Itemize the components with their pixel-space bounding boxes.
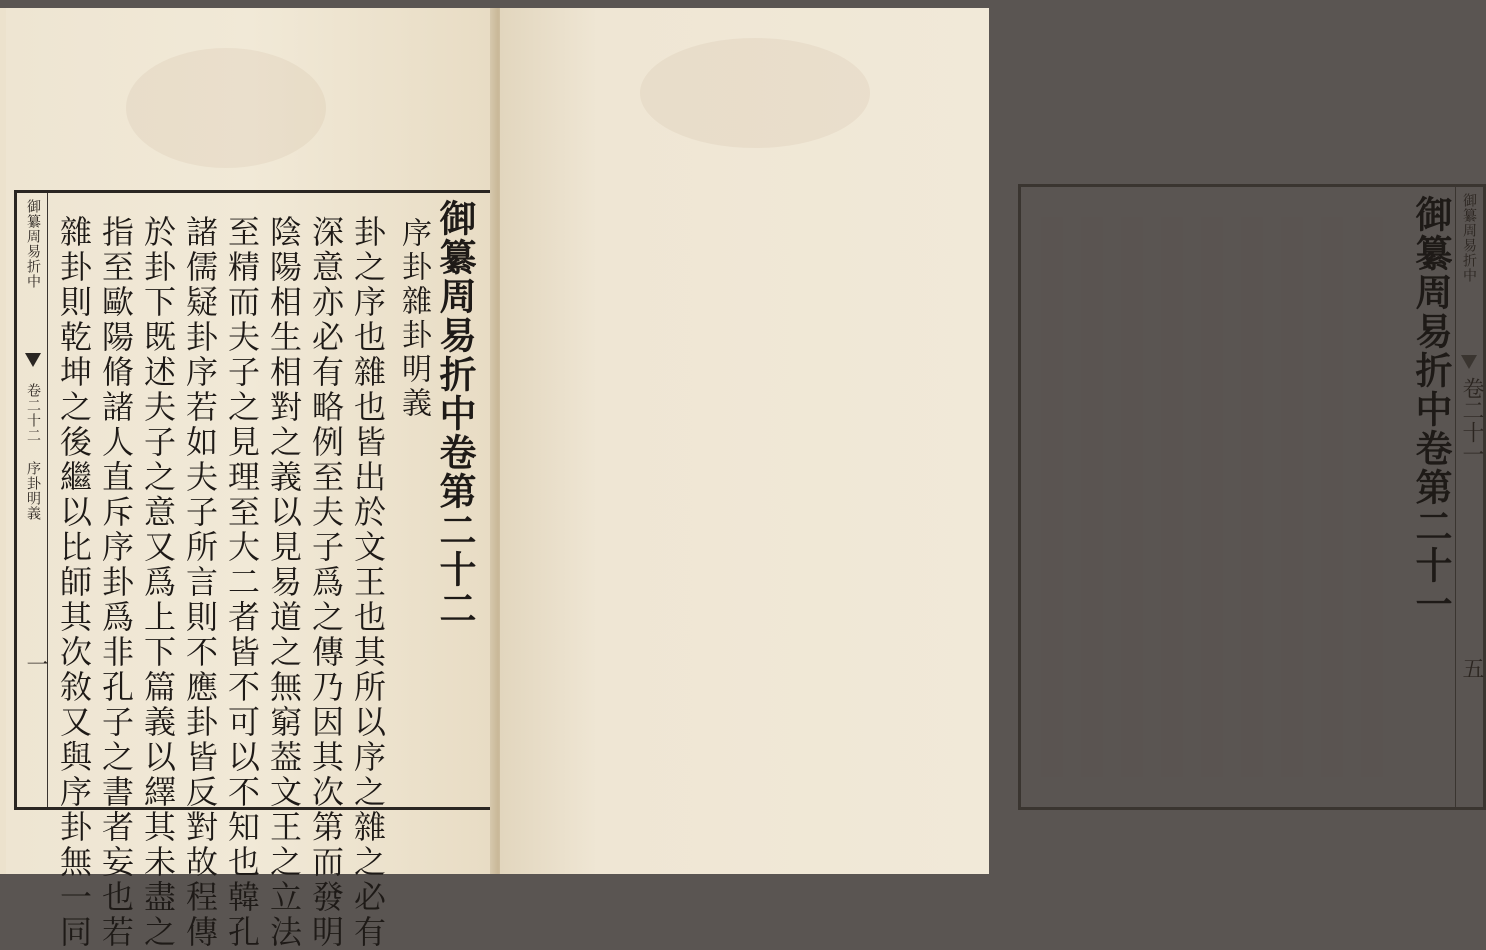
- text-column: 卦之序也雜也皆出於文王也其所以序之雜之必有: [349, 215, 387, 950]
- text-column: 雜卦則乾坤之後繼以比師其次敘又與序卦無一同: [55, 215, 93, 950]
- right-page-title: 御纂周易折中卷第二十一: [1409, 195, 1453, 624]
- text-column: 陰陽相生相對之義以見易道之無窮葢文王之立法: [265, 215, 303, 950]
- margin-rule: [47, 193, 48, 807]
- left-page-title: 御纂周易折中卷第二十二: [433, 199, 477, 628]
- right-margin-book-title: 御纂周易折中: [1461, 193, 1477, 283]
- text-column: 於卦下既述夫子之意又爲上下篇義以繹其未盡之: [139, 215, 177, 950]
- right-margin-volume: 卷二十一: [1459, 377, 1484, 465]
- left-text-frame: [14, 190, 496, 950]
- left-margin-volume: 卷二十二: [25, 383, 41, 443]
- bleed-through-texture: [1041, 217, 1401, 777]
- paper-stain: [126, 48, 326, 168]
- fishtail-mark-icon: [1461, 355, 1477, 369]
- text-column: 深意亦必有略例至夫子爲之傳乃因其次第而發明: [307, 215, 345, 950]
- right-text-frame: [1018, 184, 1486, 810]
- fishtail-mark-icon: [25, 353, 41, 367]
- left-page: [6, 8, 496, 950]
- right-page-number: 五: [1459, 657, 1484, 679]
- text-column: 指至歐陽脩諸人直斥序卦爲非孔子之書者妄也若: [97, 215, 135, 950]
- left-margin-section: 序卦明義: [25, 461, 41, 521]
- left-page-number: 一: [23, 653, 48, 675]
- right-page: [500, 8, 1484, 874]
- paper-stain: [640, 38, 870, 148]
- section-heading: 序卦雜卦明義: [396, 217, 431, 421]
- text-column: 諸儒疑卦序若如夫子所言則不應卦皆反對故程傳: [181, 215, 219, 950]
- margin-rule: [1455, 187, 1456, 807]
- left-margin-book-title: 御纂周易折中: [25, 199, 41, 289]
- book-spread: [0, 8, 1484, 950]
- text-column: 至精而夫子之見理至大二者皆不可以不知也韓孔: [223, 215, 261, 950]
